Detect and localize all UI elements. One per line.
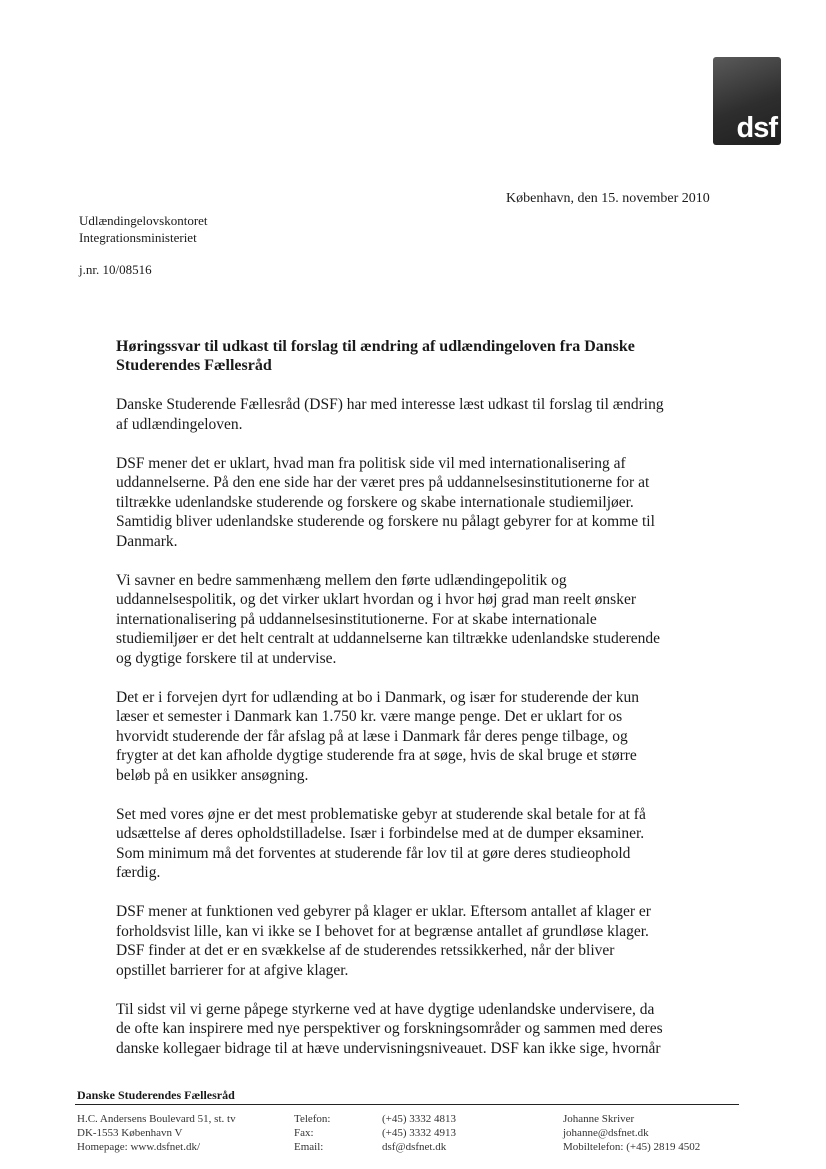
body-paragraph xyxy=(116,902,716,980)
body-paragraph xyxy=(116,395,716,434)
footer-organization: Danske Studerendes Fællesråd xyxy=(77,1088,235,1102)
paragraph-line: de ofte kan inspirere med nye perspektiver og forskningsområder og sammen med deres xyxy=(116,1020,663,1037)
footer-divider xyxy=(75,1104,739,1105)
paragraph-line: internationalisering på uddannelsesinstitutionerne. For at skabe internationale xyxy=(116,610,597,628)
paragraph-line: studiemiljøer er det helt centralt at uddannelserne kan tiltrække udenlandske studerende xyxy=(116,630,661,647)
footer-email: dsf@dsfnet.dk xyxy=(382,1141,447,1153)
body-paragraph xyxy=(116,688,716,786)
body-paragraph xyxy=(116,454,716,552)
body-paragraph xyxy=(116,571,716,669)
paragraph-line: Vi savner en bedre sammenhæng mellem den førte udlændingepolitik og xyxy=(116,571,567,589)
heading-line: Studerendes Fællesråd xyxy=(116,357,272,374)
recipient-block xyxy=(79,212,208,246)
paragraph-line: Det er i forvejen dyrt for udlænding at bo i Danmark, og især for studerende der kun xyxy=(116,688,639,706)
paragraph-line: Danske Studerende Fællesråd (DSF) har med interesse læst udkast til forslag til ændring xyxy=(116,396,664,413)
paragraph-line: beløb på en usikker ansøgning. xyxy=(116,766,309,784)
paragraph-line: uddannelserne. På den ene side har der været pres på uddannelsesinstitutionerne for at xyxy=(116,474,650,491)
footer-address xyxy=(77,1112,236,1154)
paragraph-line: Samtidig bliver udenlandske studerende og forskere nu pålagt gebyrer for at komme til xyxy=(116,513,655,530)
paragraph-line: uddannelsespolitik, og det virker uklart hvordan og i hvor høj grad man reelt ønsker xyxy=(116,591,636,608)
paragraph-line: forholdsvist lille, kan vi ikke se I behovet for at begrænse antallet af grundløse klager. xyxy=(116,922,649,940)
paragraph-line: danske kollegaer bidrage til at hæve undervisningsniveauet. DSF kan ikke sige, hvornår xyxy=(116,1039,661,1057)
footer-phone: (+45) 3332 4813 xyxy=(382,1113,457,1125)
paragraph-line: DSF finder at det er en svækkelse af de studerendes retssikkerhed, når der bliver xyxy=(116,942,615,959)
letter-heading xyxy=(116,337,716,375)
footer-email-label: Email: xyxy=(294,1141,324,1153)
body-paragraph xyxy=(116,805,716,883)
paragraph-line: opstillet barrierer for at afgive klager. xyxy=(116,961,349,979)
footer-person-email: johanne@dsfnet.dk xyxy=(563,1127,649,1139)
paragraph-line: tiltrække udenlandske studerende og forskere og skabe internationale studiemiljøer. xyxy=(116,493,634,511)
footer-contact-labels xyxy=(294,1112,331,1154)
recipient-office: Udlændingelovskontoret xyxy=(79,213,208,228)
paragraph-line: DSF mener det er uklart, hvad man fra politisk side vil med internationalisering af xyxy=(116,454,626,472)
paragraph-line: Danmark. xyxy=(116,532,178,550)
paragraph-line: færdig. xyxy=(116,864,161,881)
paragraph-line: hvorvidt studerende der får afslag på at læse i Danmark får deres penge tilbage, og xyxy=(116,727,628,745)
footer-contact-values xyxy=(382,1112,456,1154)
paragraph-line: læser et semester i Danmark kan 1.750 kr. være mange penge. Det er uklart for os xyxy=(116,708,623,725)
footer-city: DK-1553 København V xyxy=(77,1127,183,1139)
journal-number: j.nr. 10/08516 xyxy=(79,262,152,277)
footer-homepage: Homepage: www.dsfnet.dk/ xyxy=(77,1141,201,1153)
paragraph-line: Set med vores øjne er det mest problematiske gebyr at studerende skal betale for at få xyxy=(116,805,646,823)
body-paragraph xyxy=(116,1000,716,1059)
footer-fax-label: Fax: xyxy=(294,1127,314,1139)
letter-body xyxy=(116,395,716,1078)
footer-fax: (+45) 3332 4913 xyxy=(382,1127,457,1139)
letter-date: København, den 15. november 2010 xyxy=(506,191,710,206)
footer-phone-label: Telefon: xyxy=(294,1113,331,1125)
footer-person-name: Johanne Skriver xyxy=(563,1113,635,1125)
paragraph-line: frygter at det kan afholde dygtige studerende fra at søge, hvis de skal bruge et større xyxy=(116,747,637,764)
logo-text: dsf xyxy=(736,112,777,144)
recipient-ministry: Integrationsministeriet xyxy=(79,230,197,245)
footer-contact-person xyxy=(563,1112,700,1154)
paragraph-line: DSF mener at funktionen ved gebyrer på klager er uklar. Eftersom antallet af klager er xyxy=(116,903,651,920)
dsf-logo xyxy=(713,57,781,145)
footer-person-mobile: Mobiltelefon: (+45) 2819 4502 xyxy=(563,1141,701,1153)
footer-street: H.C. Andersens Boulevard 51, st. tv xyxy=(77,1113,236,1125)
paragraph-line: og dygtige forskere til at undervise. xyxy=(116,649,337,667)
paragraph-line: Som minimum må det forventes at studerende får lov til at gøre deres studieophold xyxy=(116,844,631,862)
heading-line: Høringssvar til udkast til forslag til ændring af udlændingeloven fra Danske xyxy=(116,338,635,355)
paragraph-line: af udlændingeloven. xyxy=(116,415,243,433)
paragraph-line: udsættelse af deres opholdstilladelse. Især i forbindelse med at de dumper eksaminer. xyxy=(116,825,645,842)
paragraph-line: Til sidst vil vi gerne påpege styrkerne ved at have dygtige udenlandske undervisere, da xyxy=(116,1000,655,1018)
